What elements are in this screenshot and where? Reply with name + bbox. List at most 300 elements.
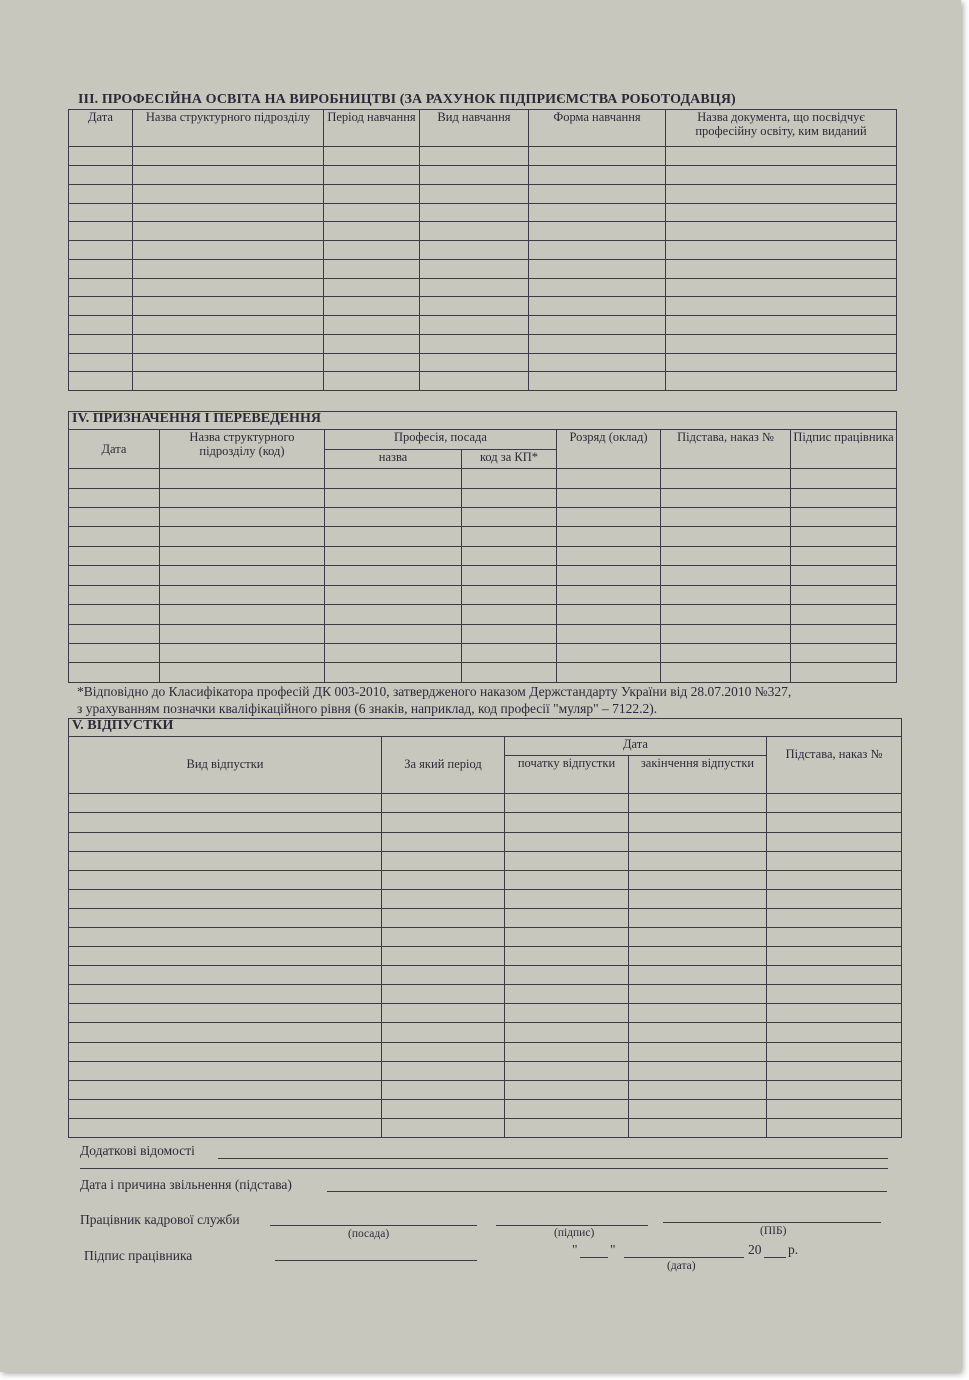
table-cell[interactable]: [69, 1042, 382, 1061]
table-cell[interactable]: [505, 1042, 629, 1061]
table-cell[interactable]: [69, 663, 160, 683]
table-cell[interactable]: [529, 297, 666, 316]
table-row: [69, 605, 897, 624]
table-cell[interactable]: [629, 985, 767, 1004]
table-cell[interactable]: [160, 585, 325, 604]
s5-header-period: [382, 737, 505, 794]
table-cell[interactable]: [791, 605, 897, 624]
table-cell[interactable]: [325, 585, 462, 604]
table-cell[interactable]: [557, 546, 661, 565]
hr-position-line[interactable]: [270, 1225, 477, 1226]
table-cell[interactable]: [69, 297, 133, 316]
table-cell[interactable]: [557, 469, 661, 488]
table-cell[interactable]: [767, 832, 902, 851]
s3-header-form: Форма навчання: [529, 110, 666, 147]
table-cell[interactable]: [767, 851, 902, 870]
section3-table: [68, 109, 897, 391]
table-cell[interactable]: [529, 278, 666, 297]
table-cell[interactable]: [324, 316, 420, 335]
table-row: [69, 259, 897, 278]
table-cell[interactable]: [666, 241, 897, 260]
table-row: [69, 644, 897, 663]
table-cell[interactable]: [557, 566, 661, 585]
table-row: [69, 353, 897, 372]
s5-header-basis: [767, 737, 902, 794]
table-cell[interactable]: [629, 851, 767, 870]
table-cell[interactable]: [462, 508, 557, 527]
table-cell[interactable]: [133, 297, 324, 316]
table-cell[interactable]: [791, 546, 897, 565]
table-cell[interactable]: [69, 334, 133, 353]
table-cell[interactable]: [791, 566, 897, 585]
table-cell[interactable]: [382, 1099, 505, 1118]
table-cell[interactable]: [382, 966, 505, 985]
table-cell[interactable]: [69, 1099, 382, 1118]
table-cell[interactable]: [324, 166, 420, 185]
table-cell[interactable]: [133, 203, 324, 222]
table-cell[interactable]: [69, 908, 382, 927]
table-cell[interactable]: [69, 1080, 382, 1099]
date-day-line[interactable]: [580, 1257, 608, 1258]
s5-header-date: Дата: [505, 737, 767, 756]
table-cell[interactable]: [629, 927, 767, 946]
date-quote-close: ": [610, 1242, 616, 1257]
table-cell[interactable]: [791, 644, 897, 663]
table-row: [69, 546, 897, 565]
table-cell[interactable]: [462, 488, 557, 507]
table-cell[interactable]: [462, 663, 557, 683]
table-cell[interactable]: [666, 278, 897, 297]
table-cell[interactable]: [382, 927, 505, 946]
table-cell[interactable]: [133, 166, 324, 185]
table-cell[interactable]: [462, 644, 557, 663]
table-cell[interactable]: [325, 508, 462, 527]
table-cell[interactable]: [629, 813, 767, 832]
table-cell[interactable]: [666, 222, 897, 241]
table-cell[interactable]: [529, 203, 666, 222]
table-cell[interactable]: [629, 870, 767, 889]
table-cell[interactable]: [69, 546, 160, 565]
table-cell[interactable]: [69, 203, 133, 222]
table-cell[interactable]: [661, 546, 791, 565]
table-row: [69, 1118, 902, 1137]
table-cell[interactable]: [324, 241, 420, 260]
table-cell[interactable]: [462, 624, 557, 643]
table-cell[interactable]: [69, 527, 160, 546]
s4-header-unit: Назва структурного підрозділу (код): [160, 430, 325, 469]
s4-header-basis: Підстава, наказ №: [661, 430, 791, 469]
table-cell[interactable]: [661, 624, 791, 643]
table-cell[interactable]: [382, 985, 505, 1004]
table-cell[interactable]: [529, 222, 666, 241]
table-cell[interactable]: [160, 624, 325, 643]
table-cell[interactable]: [629, 794, 767, 813]
table-cell[interactable]: [629, 947, 767, 966]
date-year-suffix: р.: [788, 1242, 799, 1257]
table-cell[interactable]: [325, 527, 462, 546]
table-cell[interactable]: [529, 184, 666, 203]
table-cell[interactable]: [382, 1080, 505, 1099]
table-cell[interactable]: [462, 469, 557, 488]
table-cell[interactable]: [505, 851, 629, 870]
table-cell[interactable]: [382, 947, 505, 966]
s4-header-signature: Підпис працівника: [791, 430, 897, 469]
table-cell[interactable]: [160, 663, 325, 683]
table-cell[interactable]: [69, 644, 160, 663]
table-cell[interactable]: [557, 624, 661, 643]
table-row: [69, 527, 897, 546]
table-cell[interactable]: [767, 889, 902, 908]
table-cell[interactable]: [767, 927, 902, 946]
table-cell[interactable]: [160, 605, 325, 624]
table-cell[interactable]: [69, 966, 382, 985]
table-cell[interactable]: [666, 259, 897, 278]
table-cell[interactable]: [324, 259, 420, 278]
table-cell[interactable]: [420, 222, 529, 241]
table-cell[interactable]: [629, 889, 767, 908]
table-cell[interactable]: [505, 1004, 629, 1023]
table-cell[interactable]: [767, 794, 902, 813]
table-cell[interactable]: [420, 166, 529, 185]
table-cell[interactable]: [69, 813, 382, 832]
table-cell[interactable]: [69, 605, 160, 624]
table-row: [69, 488, 897, 507]
table-cell[interactable]: [69, 1004, 382, 1023]
table-cell[interactable]: [529, 259, 666, 278]
table-cell[interactable]: [325, 644, 462, 663]
table-cell[interactable]: [661, 605, 791, 624]
table-cell[interactable]: [661, 585, 791, 604]
date-month-line[interactable]: [624, 1257, 744, 1258]
table-cell[interactable]: [557, 644, 661, 663]
table-cell[interactable]: [529, 334, 666, 353]
table-cell[interactable]: [791, 508, 897, 527]
table-cell[interactable]: [505, 1061, 629, 1080]
table-cell[interactable]: [462, 605, 557, 624]
table-cell[interactable]: [767, 1004, 902, 1023]
table-cell[interactable]: [69, 184, 133, 203]
table-cell[interactable]: [160, 469, 325, 488]
table-row: [69, 184, 897, 203]
table-cell[interactable]: [69, 488, 160, 507]
table-row: [69, 372, 897, 391]
table-cell[interactable]: [557, 527, 661, 546]
table-cell[interactable]: [767, 947, 902, 966]
s4-rows: [69, 469, 897, 683]
table-row: [69, 663, 897, 683]
dismissal-line[interactable]: [327, 1191, 887, 1192]
table-cell[interactable]: [462, 546, 557, 565]
table-cell[interactable]: [767, 813, 902, 832]
table-cell[interactable]: [629, 1042, 767, 1061]
table-cell[interactable]: [324, 297, 420, 316]
table-cell[interactable]: [420, 259, 529, 278]
table-cell[interactable]: [666, 147, 897, 166]
table-cell[interactable]: [666, 203, 897, 222]
table-row: [69, 508, 897, 527]
table-cell[interactable]: [505, 832, 629, 851]
table-cell[interactable]: [420, 241, 529, 260]
table-cell[interactable]: [661, 488, 791, 507]
table-cell[interactable]: [325, 605, 462, 624]
table-cell[interactable]: [160, 566, 325, 585]
table-cell[interactable]: [767, 1061, 902, 1080]
s4-header-code: код за КП*: [462, 449, 557, 468]
table-row: [69, 985, 902, 1004]
table-cell[interactable]: [661, 527, 791, 546]
table-cell[interactable]: [666, 166, 897, 185]
table-cell[interactable]: [505, 985, 629, 1004]
table-cell[interactable]: [133, 278, 324, 297]
table-cell[interactable]: [324, 353, 420, 372]
table-cell[interactable]: [324, 278, 420, 297]
table-cell[interactable]: [666, 372, 897, 391]
table-cell[interactable]: [791, 488, 897, 507]
additional-info-line-2[interactable]: [80, 1168, 888, 1169]
table-cell[interactable]: [666, 316, 897, 335]
table-cell[interactable]: [69, 832, 382, 851]
table-cell[interactable]: [69, 1118, 382, 1137]
table-cell[interactable]: [133, 259, 324, 278]
table-cell[interactable]: [505, 1080, 629, 1099]
table-cell[interactable]: [529, 316, 666, 335]
date-year-prefix: 20: [748, 1242, 762, 1257]
table-cell[interactable]: [629, 832, 767, 851]
table-cell[interactable]: [791, 527, 897, 546]
table-cell[interactable]: [529, 372, 666, 391]
table-cell[interactable]: [133, 184, 324, 203]
table-cell[interactable]: [69, 1023, 382, 1042]
table-cell[interactable]: [69, 985, 382, 1004]
table-cell[interactable]: [767, 985, 902, 1004]
table-cell[interactable]: [505, 889, 629, 908]
table-cell[interactable]: [160, 527, 325, 546]
table-cell[interactable]: [133, 147, 324, 166]
table-cell[interactable]: [629, 1080, 767, 1099]
table-cell[interactable]: [382, 851, 505, 870]
table-cell[interactable]: [69, 166, 133, 185]
table-cell[interactable]: [69, 241, 133, 260]
table-cell[interactable]: [382, 870, 505, 889]
caption-position: (посада): [348, 1228, 390, 1240]
table-cell[interactable]: [324, 184, 420, 203]
table-cell[interactable]: [661, 663, 791, 683]
s5-rows: [69, 794, 902, 1138]
table-cell[interactable]: [629, 1099, 767, 1118]
table-cell[interactable]: [629, 966, 767, 985]
date-year-line[interactable]: [764, 1257, 786, 1258]
table-cell[interactable]: [666, 353, 897, 372]
s4-header-rank: Розряд (оклад): [557, 430, 661, 469]
table-cell[interactable]: [505, 1099, 629, 1118]
hr-name-line[interactable]: [663, 1222, 881, 1223]
table-cell[interactable]: [420, 203, 529, 222]
table-cell[interactable]: [133, 353, 324, 372]
table-cell[interactable]: [69, 927, 382, 946]
table-cell[interactable]: [666, 184, 897, 203]
table-cell[interactable]: [382, 794, 505, 813]
table-cell[interactable]: [661, 566, 791, 585]
table-cell[interactable]: [69, 316, 133, 335]
table-cell[interactable]: [420, 278, 529, 297]
table-cell[interactable]: [133, 241, 324, 260]
table-cell[interactable]: [69, 947, 382, 966]
table-cell[interactable]: [462, 527, 557, 546]
table-cell[interactable]: [382, 1004, 505, 1023]
table-cell[interactable]: [382, 889, 505, 908]
table-cell[interactable]: [420, 297, 529, 316]
table-cell[interactable]: [462, 566, 557, 585]
table-cell[interactable]: [529, 166, 666, 185]
table-row: [69, 1061, 902, 1080]
table-cell[interactable]: [557, 488, 661, 507]
table-cell[interactable]: [505, 947, 629, 966]
table-cell[interactable]: [505, 1023, 629, 1042]
table-cell[interactable]: [325, 488, 462, 507]
table-row: [69, 927, 902, 946]
table-row: [69, 870, 902, 889]
table-cell[interactable]: [767, 966, 902, 985]
table-cell[interactable]: [69, 794, 382, 813]
table-cell[interactable]: [382, 1061, 505, 1080]
table-cell[interactable]: [160, 488, 325, 507]
table-cell[interactable]: [69, 585, 160, 604]
table-cell[interactable]: [557, 605, 661, 624]
table-cell[interactable]: [69, 353, 133, 372]
table-cell[interactable]: [69, 870, 382, 889]
table-cell[interactable]: [69, 624, 160, 643]
table-cell[interactable]: [420, 184, 529, 203]
table-cell[interactable]: [69, 147, 133, 166]
table-row: [69, 908, 902, 927]
table-cell[interactable]: [629, 1023, 767, 1042]
table-cell[interactable]: [382, 813, 505, 832]
table-cell[interactable]: [325, 546, 462, 565]
table-cell[interactable]: [69, 851, 382, 870]
table-cell[interactable]: [325, 663, 462, 683]
table-cell[interactable]: [382, 832, 505, 851]
table-cell[interactable]: [69, 889, 382, 908]
table-cell[interactable]: [767, 1080, 902, 1099]
caption-signature: (підпис): [554, 1227, 595, 1239]
table-cell[interactable]: [324, 147, 420, 166]
table-cell[interactable]: [557, 508, 661, 527]
table-cell[interactable]: [133, 372, 324, 391]
table-cell[interactable]: [160, 508, 325, 527]
table-cell[interactable]: [160, 644, 325, 663]
table-cell[interactable]: [629, 908, 767, 927]
s3-header-type: Вид навчання: [420, 110, 529, 147]
section4-table: [68, 411, 897, 683]
table-cell[interactable]: [629, 1118, 767, 1137]
table-cell[interactable]: [505, 927, 629, 946]
table-cell[interactable]: [791, 469, 897, 488]
table-cell[interactable]: [420, 147, 529, 166]
table-cell[interactable]: [325, 624, 462, 643]
table-cell[interactable]: [767, 1023, 902, 1042]
table-cell[interactable]: [160, 546, 325, 565]
table-cell[interactable]: [505, 813, 629, 832]
table-cell[interactable]: [420, 316, 529, 335]
table-cell[interactable]: [505, 1118, 629, 1137]
employee-signature-line[interactable]: [275, 1260, 477, 1261]
table-cell[interactable]: [505, 870, 629, 889]
table-cell[interactable]: [557, 663, 661, 683]
table-cell[interactable]: [505, 966, 629, 985]
table-cell[interactable]: [420, 372, 529, 391]
table-cell[interactable]: [324, 222, 420, 241]
table-cell[interactable]: [767, 908, 902, 927]
table-cell[interactable]: [382, 1023, 505, 1042]
table-cell[interactable]: [767, 870, 902, 889]
table-cell[interactable]: [529, 147, 666, 166]
table-cell[interactable]: [661, 469, 791, 488]
table-cell[interactable]: [420, 353, 529, 372]
table-cell[interactable]: [69, 566, 160, 585]
table-cell[interactable]: [529, 241, 666, 260]
table-cell[interactable]: [69, 1061, 382, 1080]
table-cell[interactable]: [69, 278, 133, 297]
table-cell[interactable]: [629, 1061, 767, 1080]
s5-header-period-text: За який період: [404, 757, 482, 772]
s4-header-name: назва: [325, 449, 462, 468]
table-cell[interactable]: [666, 297, 897, 316]
table-cell[interactable]: [505, 794, 629, 813]
table-cell[interactable]: [557, 585, 661, 604]
table-cell[interactable]: [69, 469, 160, 488]
table-cell[interactable]: [661, 508, 791, 527]
table-cell[interactable]: [529, 353, 666, 372]
table-row: [69, 794, 902, 813]
table-cell[interactable]: [382, 1042, 505, 1061]
table-row: [69, 316, 897, 335]
table-row: [69, 297, 897, 316]
table-cell[interactable]: [505, 908, 629, 927]
table-cell[interactable]: [69, 259, 133, 278]
table-row: [69, 241, 897, 260]
table-cell[interactable]: [791, 585, 897, 604]
table-cell[interactable]: [325, 469, 462, 488]
table-cell[interactable]: [69, 222, 133, 241]
table-cell[interactable]: [666, 334, 897, 353]
table-row: [69, 566, 897, 585]
hr-signature-line[interactable]: [496, 1225, 648, 1226]
table-cell[interactable]: [133, 316, 324, 335]
table-cell[interactable]: [767, 1118, 902, 1137]
table-cell[interactable]: [767, 1099, 902, 1118]
table-row: [69, 334, 897, 353]
table-cell[interactable]: [133, 222, 324, 241]
table-cell[interactable]: [420, 334, 529, 353]
table-cell[interactable]: [69, 372, 133, 391]
table-cell[interactable]: [324, 372, 420, 391]
table-cell[interactable]: [462, 585, 557, 604]
table-cell[interactable]: [69, 508, 160, 527]
table-cell[interactable]: [791, 624, 897, 643]
table-cell[interactable]: [133, 334, 324, 353]
additional-info-line[interactable]: [218, 1158, 888, 1159]
table-cell[interactable]: [629, 1004, 767, 1023]
table-cell[interactable]: [791, 663, 897, 683]
additional-info-label: Додаткові відомості: [80, 1143, 195, 1158]
table-cell[interactable]: [324, 203, 420, 222]
table-cell[interactable]: [767, 1042, 902, 1061]
table-cell[interactable]: [324, 334, 420, 353]
table-cell[interactable]: [382, 1118, 505, 1137]
table-cell[interactable]: [661, 644, 791, 663]
table-cell[interactable]: [382, 908, 505, 927]
table-cell[interactable]: [325, 566, 462, 585]
